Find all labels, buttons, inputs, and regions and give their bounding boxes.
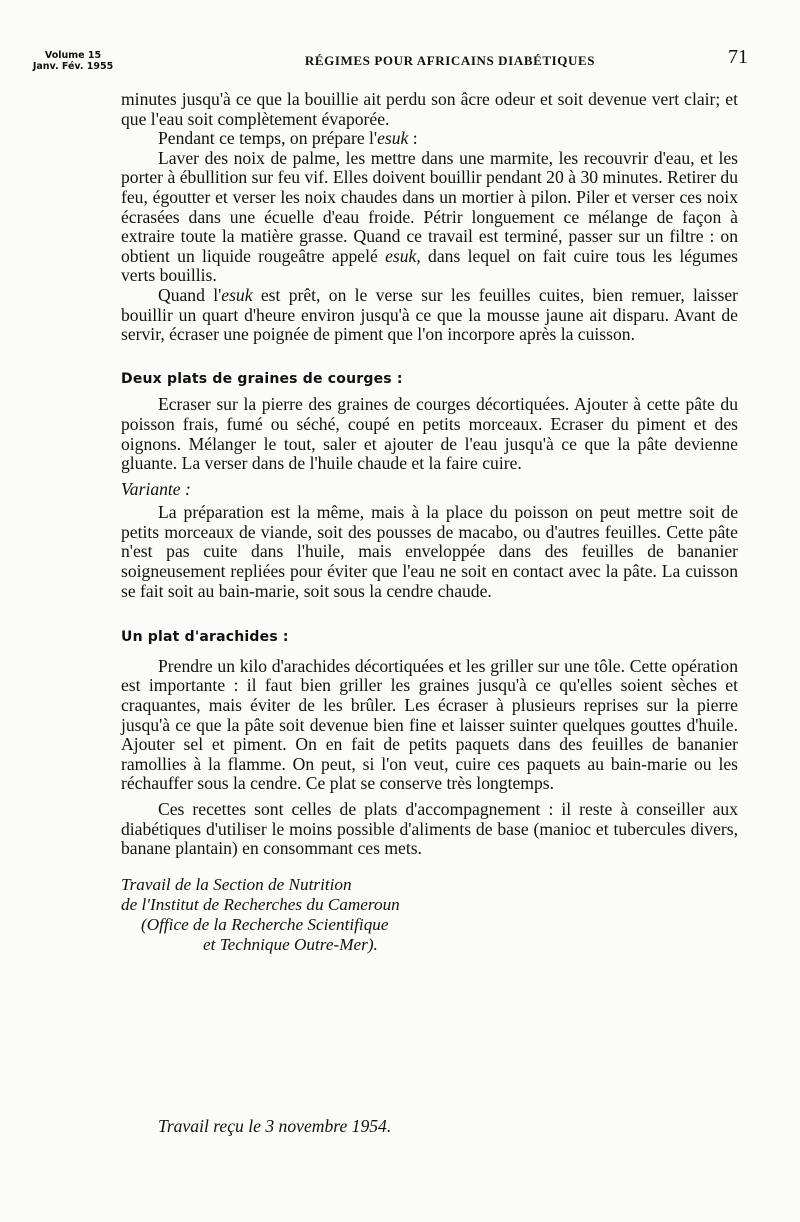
running-title: RÉGIMES POUR AFRICAINS DIABÉTIQUES bbox=[304, 53, 596, 68]
signature-line: de l'Institut de Recherches du Cameroun bbox=[121, 894, 400, 914]
signature-line: (Office de la Recherche Scientifique bbox=[141, 914, 389, 934]
volume-info bbox=[28, 50, 118, 72]
section-heading-arachides: Un plat d'arachides : bbox=[121, 629, 289, 646]
page-number: 71 bbox=[728, 46, 748, 68]
signature-block bbox=[121, 875, 738, 955]
article-body bbox=[121, 90, 738, 955]
paragraph-arachides: Prendre un kilo d'arachides décortiquées et les griller sur une tôle. Cette opération est importante : il faut bien griller les graines jusqu'à ce qu'elles soient sèches et craquantes, mais éviter de les brûler. Les écraser à plusieurs reprises sur la pierre jusqu'à ce que la pâte soit devenue bien fine et laisser suinter quelques gouttes d'huile. Ajouter sel et piment. On en fait de petits paquets dans des feuilles de bananier ramollies à la flamme. On peut, si l'on veut, cuire ces paquets au bain-marie ou les réchauffer sous la cendre. Ce plat se conserve très longtemps. bbox=[121, 655, 738, 794]
paragraph-conclusion: Ces recettes sont celles de plats d'accompagnement : il reste à conseiller aux diabétiques d'utiliser le moins possible d'aliments de base (manioc et tubercules divers, banane plantain) en consommant ces mets. bbox=[121, 799, 738, 859]
paragraph-esuk-method: Laver des noix de palme, les mettre dans une marmite, les recouvrir d'eau, et les porter à ébullition sur feu vif. Elles doivent bouillir pendant 20 à 30 minutes. Retirer du feu, égoutter et verser les noix chaudes dans un mortier à pilon. Piler et verser ces noix écrasées dans une écuelle d'eau froide. Pétrir longuement ce mélange de façon à extraire toute la matière grasse. Quand ce travail est terminé, passer sur un filtre : on obtient un liquide rougeâtre appelé esuk, dans lequel on fait cuire tous les légumes verts bouillis. bbox=[121, 147, 738, 286]
paragraph-courges: Ecraser sur la pierre des graines de courges décortiquées. Ajouter à cette pâte du poisson frais, fumé ou séché, coupé en petits morceaux. Ecraser du piment et des oignons. Mélanger le tout, saler et ajouter de l'eau jusqu'à ce que la pâte devienne gluante. La verser dans de l'huile chaude et la faire cuire. bbox=[121, 394, 738, 474]
variante-label: Variante : bbox=[121, 478, 191, 499]
volume-number: Volume 15 bbox=[44, 50, 102, 61]
signature-line: Travail de la Section de Nutrition bbox=[121, 874, 352, 894]
received-date: Travail reçu le 3 novembre 1954. bbox=[158, 1116, 392, 1136]
paragraph-esuk-intro: Pendant ce temps, on prépare l'esuk : bbox=[158, 128, 418, 149]
section-heading-courges: Deux plats de graines de courges : bbox=[121, 370, 403, 387]
paragraph-continuation: minutes jusqu'à ce que la bouillie ait perdu son âcre odeur et soit devenue vert clair; et que l'eau soit complètement évaporée. bbox=[121, 89, 738, 129]
paragraph-esuk-serve: Quand l'esuk est prêt, on le verse sur les feuilles cuites, bien remuer, laisser bouillir un quart d'heure environ jusqu'à ce que la mousse jaune ait disparu. Avant de servir, écraser une poignée de piment que l'on incorpore après la cuisson. bbox=[121, 284, 738, 345]
paragraph-variante: La préparation est la même, mais à la place du poisson on peut mettre soit de petits morceaux de viande, soit des pousses de macabo, ou d'autres feuilles. Cette pâte n'est pas cuite dans l'huile, mais enveloppée dans des feuilles de bananier soigneusement repliées pour éviter que l'eau ne soit en contact avec la pâte. La cuisson se fait soit au bain-marie, soit sous la cendre chaude. bbox=[121, 502, 738, 601]
issue-date: Janv. Fév. 1955 bbox=[32, 61, 114, 72]
signature-line: et Technique Outre-Mer). bbox=[203, 934, 378, 954]
